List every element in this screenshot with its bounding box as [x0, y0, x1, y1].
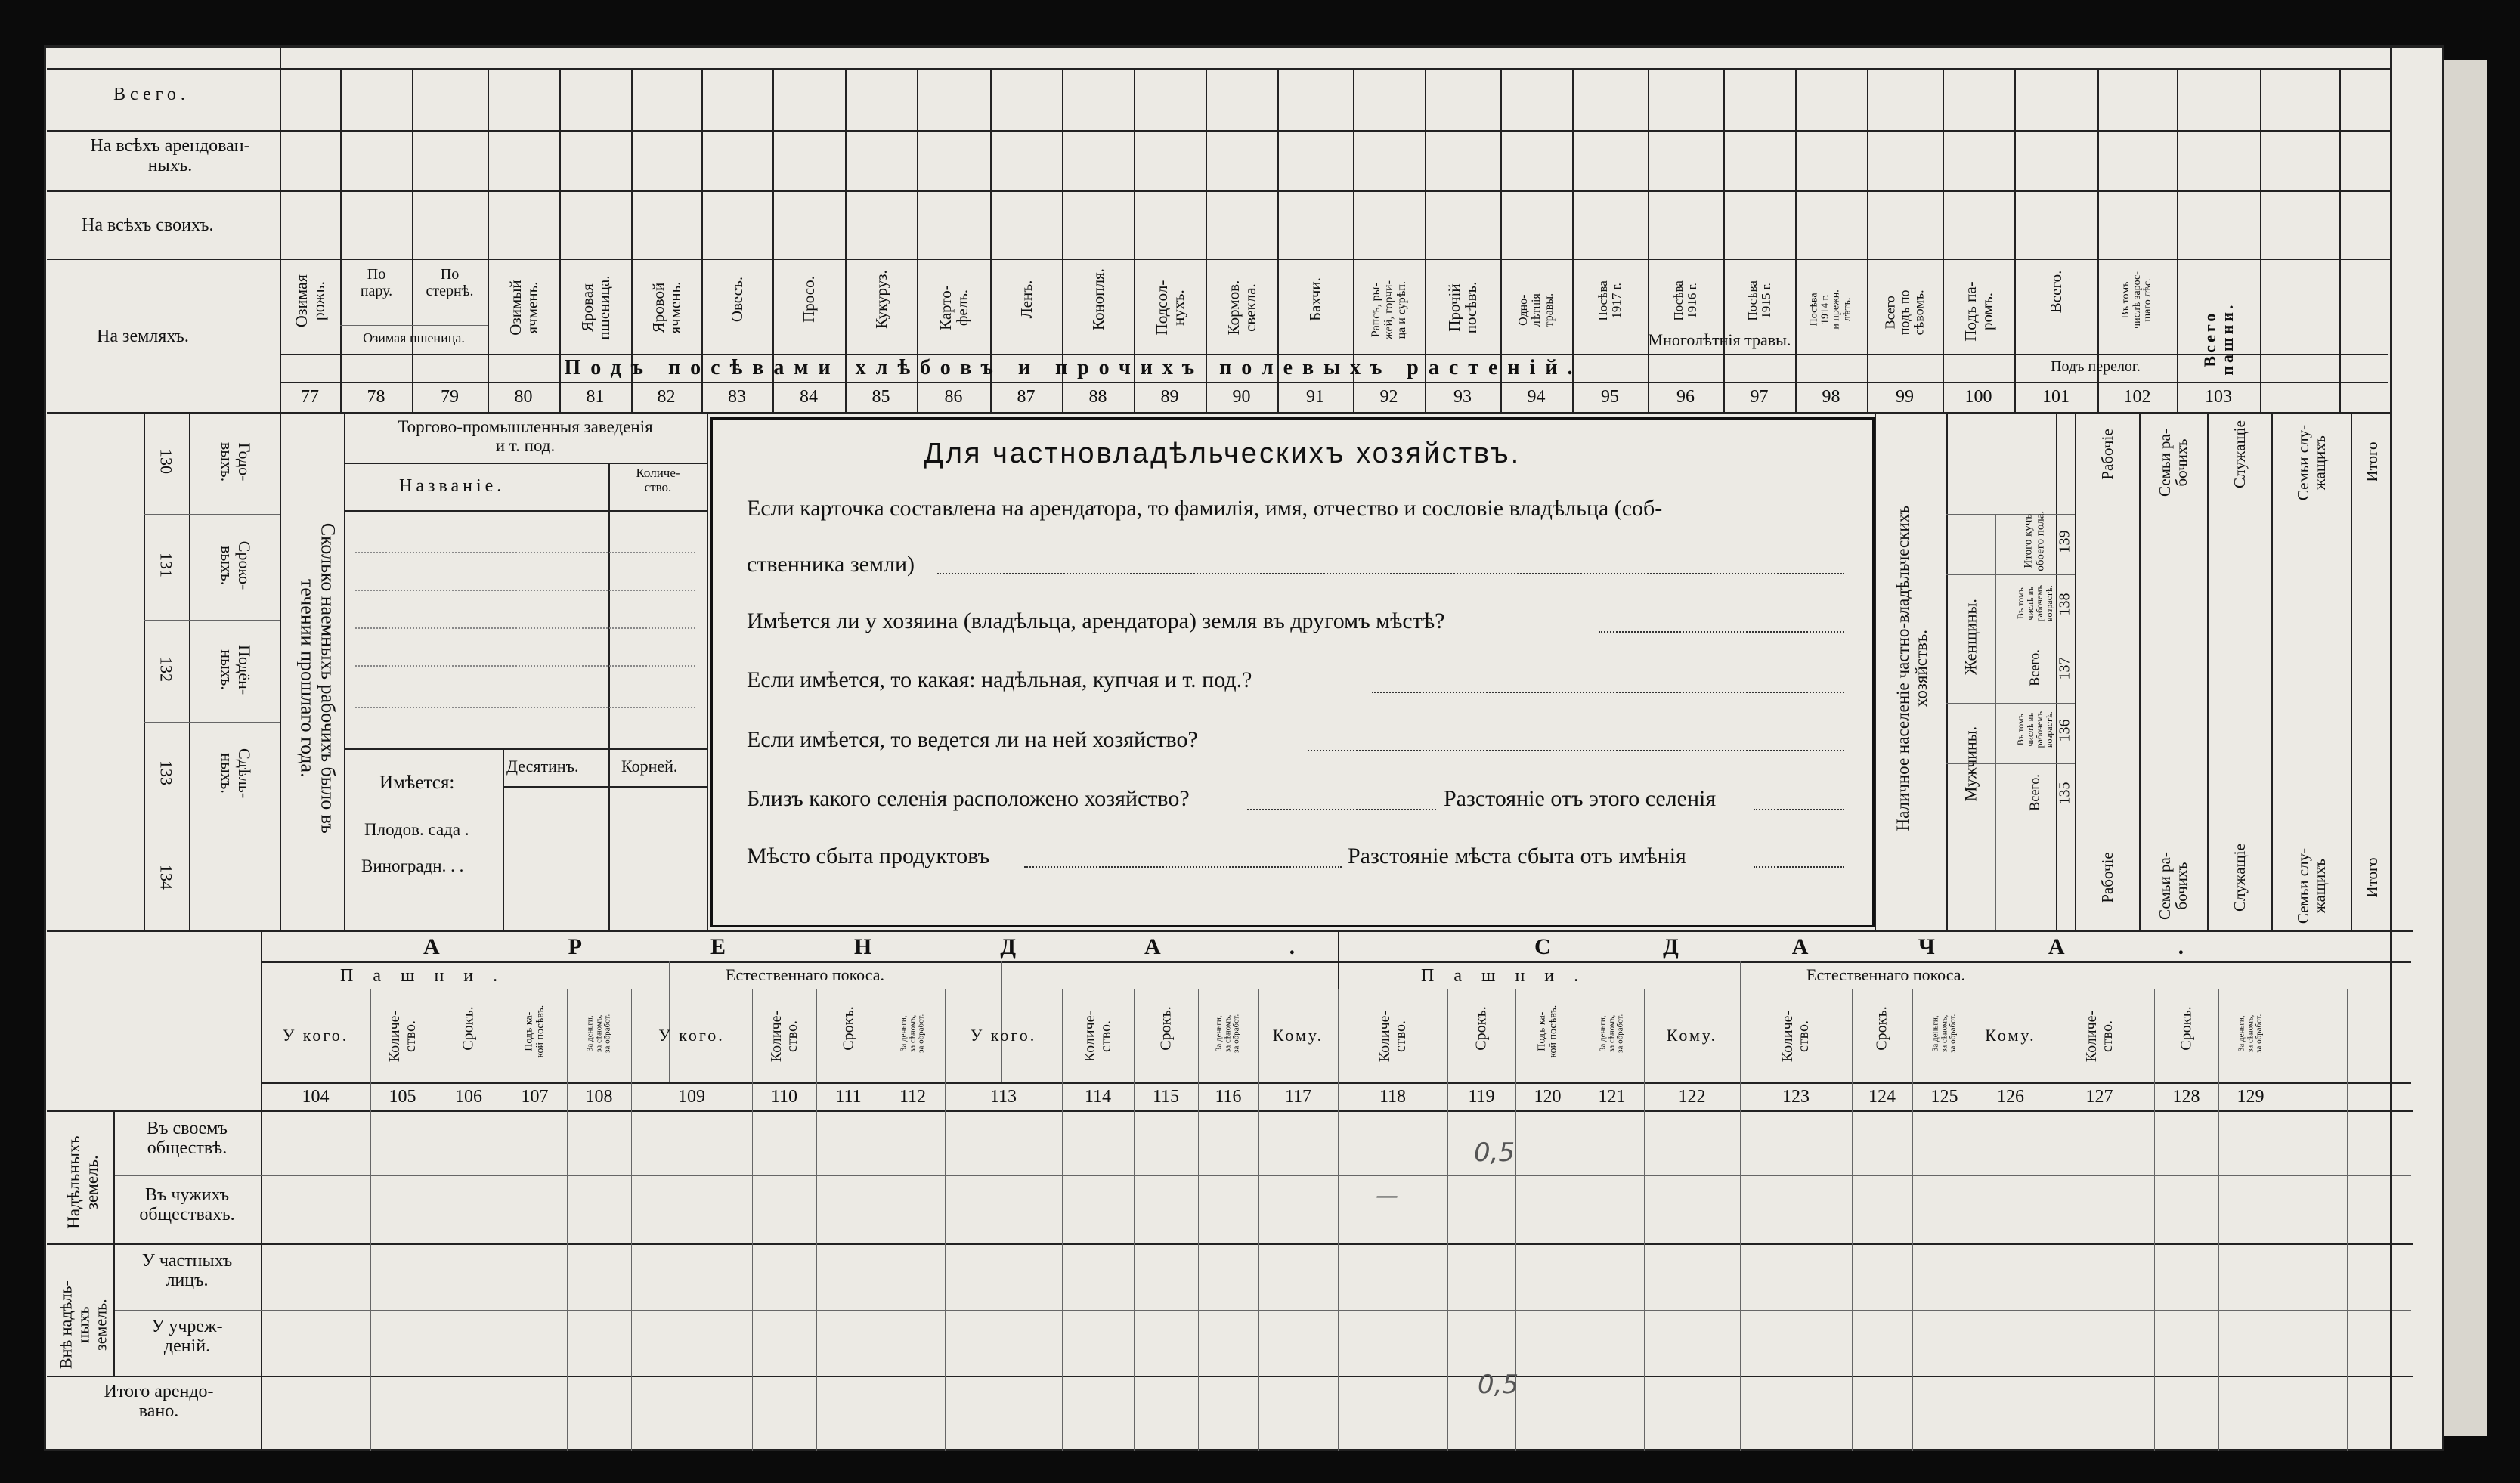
population-col-top-4: Итого	[2362, 441, 2381, 482]
row-own-society: Въ своемъ обществѣ.	[147, 1119, 228, 1159]
lease-header-to_whom: Кому.	[1666, 1026, 1718, 1045]
roots-header: Корней.	[621, 757, 678, 776]
crop-col-line	[1943, 68, 1944, 412]
population-col-top-1: Семьи ра- бочихъ	[2155, 429, 2190, 497]
col-crop-85: Кукуруз.	[871, 270, 890, 329]
row-total-leased: Итого арендо- вано.	[104, 1382, 214, 1422]
population-women-incl: Въ томъ числѣ въ рабочемъ возрастѣ.	[2014, 584, 2054, 621]
lease-col-line	[370, 989, 371, 1451]
lease-col-line	[1447, 989, 1448, 1451]
col-perennial-95: Посѣва 1917 г.	[1596, 280, 1624, 321]
row-label-total: Всего.	[113, 85, 190, 104]
population-col-bottom-2: Служащіе	[2230, 844, 2249, 912]
crop-col-line	[2260, 68, 2261, 412]
orchard-label: Плодов. сада .	[364, 820, 469, 839]
workers-num: 132	[156, 656, 176, 682]
lease-col-number: 107	[521, 1087, 549, 1107]
lease-header-crop: Подъ ка- кой посѣвъ.	[1535, 1005, 1559, 1058]
lease-header-from_whom: У кого.	[658, 1026, 725, 1045]
crop-col-number: 83	[728, 387, 746, 407]
row-private-persons: У частныхъ лицъ.	[141, 1251, 233, 1291]
crop-col-number: 99	[1896, 387, 1914, 407]
lease-col-number: 126	[1997, 1087, 2024, 1107]
lease-header-pay: За деньги, за сѣномъ, за обработ.	[2237, 1014, 2264, 1053]
workers-num: 134	[156, 864, 176, 890]
lease-col-number: 119	[1468, 1087, 1495, 1107]
lease-col-number: 104	[302, 1087, 330, 1107]
lease-header-qty: Количе- ство.	[1779, 1010, 1812, 1063]
workers-num: 131	[156, 553, 176, 578]
crop-col-number: 93	[1453, 387, 1472, 407]
lease-header-term: Срокъ.	[460, 1006, 477, 1051]
sdacha-pokos: Естественнаго покоса.	[1806, 965, 1966, 984]
lease-col-line	[1852, 989, 1853, 1451]
lease-col-line	[1062, 989, 1063, 1451]
col-perennial-97: Посѣва 1915 г.	[1744, 280, 1773, 321]
sdacha-heading: СДАЧА.	[1534, 934, 2298, 959]
row-institutions: У учреж- деній.	[151, 1317, 223, 1357]
trade-name-header: Названіе.	[399, 476, 506, 496]
population-num: 138	[2056, 593, 2073, 615]
population-num: 135	[2056, 782, 2073, 804]
lease-col-number: 113	[989, 1087, 1017, 1107]
sdacha-pashni: Пашни.	[1421, 966, 1599, 986]
crop-col-number: 79	[441, 387, 459, 407]
private-line-2: ственника земли)	[747, 552, 915, 577]
population-col-bottom-4: Итого	[2362, 857, 2381, 898]
crop-col-number: 77	[301, 387, 319, 407]
lease-col-number: 112	[899, 1087, 927, 1107]
population-num: 137	[2056, 657, 2073, 680]
lease-col-line	[1740, 989, 1741, 1451]
population-women-total: Всего.	[2026, 649, 2042, 686]
crop-band-title: Подъ посѣвами хлѣбовъ и прочихъ полевыхъ растеній.	[564, 356, 1583, 379]
col-by-fallow: По пару.	[360, 266, 393, 299]
col-perelog-label: Подъ перелог.	[2051, 358, 2141, 375]
crop-col-number: 88	[1088, 387, 1107, 407]
lease-header-qty: Количе- ство.	[767, 1010, 800, 1063]
col-crop-91: Бахчи.	[1305, 277, 1324, 321]
col-winter-rye: Озимая рожь.	[291, 274, 328, 328]
crop-col-number: 103	[2205, 387, 2232, 407]
col-total-sown: Всего подъ по сѣвомъ.	[1882, 289, 1927, 336]
col-crop-87: Ленъ.	[1017, 280, 1036, 319]
col-crop-90: Кормов. свекла.	[1224, 280, 1259, 336]
lease-header-qty: Количе- ство.	[385, 1010, 419, 1063]
col-winter-wheat: Озимая пшеница.	[363, 330, 465, 345]
lease-header-pay: За деньги, за сѣномъ, за обработ.	[1930, 1014, 1958, 1053]
trade-qty-header: Количе- ство.	[636, 466, 680, 494]
col-crop-82: Яровой ячмень.	[649, 281, 684, 334]
handwritten-note-1: 0,5	[1474, 1138, 1515, 1168]
arenda-pokos: Естественнаго покоса.	[726, 965, 885, 984]
col-crop-92: Рапсъ, ры- жей, горчи- ца и сурѣп.	[1369, 280, 1407, 340]
winter-wheat-divider	[340, 325, 488, 326]
crop-col-number: 86	[944, 387, 963, 407]
col-perennial-96: Посѣва 1916 г.	[1671, 280, 1699, 321]
col-perelog-total: Всего.	[2046, 270, 2065, 314]
col-fallow: Подъ па- ромъ.	[1961, 281, 1996, 342]
lease-header-to_whom: Кому.	[1272, 1026, 1324, 1045]
lease-col-number: 115	[1152, 1087, 1180, 1107]
vineyard-label: Виноградн. . .	[361, 856, 464, 875]
lease-col-line	[1198, 989, 1199, 1451]
crop-col-number: 100	[1964, 387, 1992, 407]
population-women: Женщины.	[1961, 599, 1980, 675]
crop-col-number: 101	[2042, 387, 2070, 407]
col-perennial-98: Посѣва 1914 г. и прежн. лѣтъ.	[1808, 289, 1853, 330]
lease-col-number: 110	[770, 1087, 798, 1107]
crop-col-number: 102	[2123, 387, 2151, 407]
lease-header-pay: За деньги, за сѣномъ, за обработ.	[1214, 1014, 1241, 1053]
lease-col-number: 123	[1782, 1087, 1810, 1107]
workers-col-0: Годо- выхъ.	[218, 441, 255, 481]
trade-title: Торгово-промышленныя заведенія и т. под.	[398, 417, 653, 456]
row-label-lands: На земляхъ.	[97, 327, 189, 346]
row-label-own: На всѣхъ своихъ.	[82, 215, 214, 235]
lease-col-line	[1912, 989, 1913, 1451]
col-crop-86: Карто- фель.	[936, 285, 971, 330]
lease-col-line	[1644, 989, 1645, 1451]
private-title: Для частновладѣльческихъ хозяйствъ.	[924, 438, 1522, 469]
arenda-pashni: Пашни.	[340, 966, 518, 986]
crop-col-number: 82	[657, 387, 676, 407]
col-crop-93: Прочій посѣвъ.	[1444, 281, 1480, 334]
trade-has-label: Имѣется:	[379, 772, 455, 793]
lease-col-line	[816, 989, 817, 1451]
population-col-top-0: Рабочіе	[2097, 429, 2116, 480]
crop-col-number: 89	[1160, 387, 1179, 407]
lease-header-from_whom: У кого.	[970, 1026, 1037, 1045]
lease-header-term: Срокъ.	[1157, 1006, 1174, 1051]
lease-col-number: 109	[678, 1087, 705, 1107]
lease-col-number: 121	[1598, 1087, 1626, 1107]
private-line-8: Мѣсто сбыта продуктовъ	[747, 844, 990, 868]
lease-col-line	[945, 989, 946, 1451]
lease-header-to_whom: Кому.	[1985, 1026, 2036, 1045]
crop-col-number: 92	[1379, 387, 1398, 407]
col-crop-88: Конопля.	[1088, 268, 1107, 330]
population-itogo-both: Итого кучъ обоего пола.	[2022, 510, 2046, 571]
col-crop-83: Овесъ.	[727, 276, 746, 323]
workers-side-label: Сколько наемныхъ рабочихъ было въ течении прошлаго года.	[296, 522, 339, 834]
lease-header-term: Срокъ.	[840, 1006, 856, 1051]
group-vne-nadel: Внѣ надѣль- ныхъ земель.	[56, 1280, 110, 1370]
lease-header-qty: Количе- ство.	[1081, 1010, 1114, 1063]
crop-col-number: 95	[1601, 387, 1619, 407]
col-crop-81: Яровая пшеница.	[577, 275, 613, 340]
crop-col-line	[2339, 68, 2341, 412]
lease-header-term: Срокъ.	[1472, 1006, 1490, 1051]
workers-num: 133	[156, 760, 176, 786]
crop-col-number: 98	[1822, 387, 1840, 407]
private-line-6: Близъ какого селенія расположено хозяйство?	[747, 786, 1190, 811]
crop-col-number: 97	[1750, 387, 1769, 407]
lease-col-number: 129	[2237, 1087, 2265, 1107]
private-line-3: Имѣется ли у хозяина (владѣльца, арендатора) земля въ другомъ мѣстѣ?	[747, 608, 1445, 633]
crop-col-line	[1867, 68, 1868, 412]
lease-col-line	[631, 989, 632, 1451]
lease-header-pay: За деньги, за сѣномъ, за обработ.	[1598, 1014, 1625, 1053]
population-col-bottom-3: Семьи слу- жащихъ	[2293, 847, 2329, 924]
lease-col-line	[2154, 989, 2155, 1451]
lease-col-line	[1134, 989, 1135, 1451]
crop-col-number: 87	[1017, 387, 1036, 407]
col-crop-89: Подсол- нухъ.	[1152, 280, 1187, 336]
lease-col-number: 122	[1678, 1087, 1706, 1107]
lease-col-number: 124	[1868, 1087, 1896, 1107]
lease-col-line	[2347, 989, 2348, 1451]
lease-col-line	[2218, 989, 2219, 1451]
col-perelog-incl: Въ томъ числѣ зарос- шаго лѣс.	[2119, 271, 2153, 329]
workers-num: 130	[156, 448, 176, 474]
lease-col-number: 106	[455, 1087, 482, 1107]
crop-col-number: 84	[800, 387, 818, 407]
population-men: Мужчины.	[1961, 726, 1980, 801]
lease-col-line	[752, 989, 753, 1451]
lease-col-number: 128	[2172, 1087, 2200, 1107]
col-perennial-label: Многолѣтнія травы.	[1648, 330, 1791, 349]
population-col-top-2: Служащіе	[2230, 420, 2249, 488]
lease-header-crop: Подъ ка- кой посѣвъ.	[522, 1005, 546, 1058]
workers-col-2: Подён- ныхъ.	[218, 644, 255, 695]
private-line-7: Разстояніе отъ этого селенія	[1444, 786, 1717, 811]
private-line-5: Если имѣется, то ведется ли на ней хозяйство?	[747, 727, 1198, 752]
private-line-1: Если карточка составлена на арендатора, то фамилія, имя, отчество и сословіе владѣльца (соб-	[747, 496, 1663, 521]
lease-col-number: 127	[2085, 1087, 2113, 1107]
lease-col-number: 111	[835, 1087, 862, 1107]
lease-col-line	[1258, 989, 1259, 1451]
lease-header-term: Срокъ.	[2178, 1006, 2194, 1051]
crop-col-number: 80	[514, 387, 533, 407]
col-by-stubble: По стернѣ.	[426, 266, 474, 299]
crop-col-line	[2177, 68, 2178, 412]
lease-col-number: 117	[1284, 1087, 1312, 1107]
handwritten-note-2: 0,5	[1478, 1370, 1519, 1400]
crop-col-number: 91	[1306, 387, 1324, 407]
crop-col-number: 90	[1232, 387, 1251, 407]
group-nadel: Надѣльныхъ земель.	[63, 1135, 101, 1229]
crop-col-number: 81	[586, 387, 605, 407]
row-label-leased: На всѣхъ арендован- ныхъ.	[90, 136, 250, 176]
lease-col-number: 118	[1379, 1087, 1407, 1107]
col-crop-84: Просо.	[799, 276, 818, 323]
population-col-bottom-0: Рабочіе	[2097, 852, 2116, 903]
population-side-label: Наличное населеніе частно-владѣльческихъ хозяйствъ.	[1893, 505, 1930, 831]
crop-col-number: 85	[871, 387, 890, 407]
workers-col-1: Сроко- выхъ.	[218, 540, 255, 590]
lease-col-number: 116	[1215, 1087, 1242, 1107]
lease-col-number: 125	[1930, 1087, 1958, 1107]
crop-col-number: 78	[367, 387, 385, 407]
row-other-societies: Въ чужихъ обществахъ.	[139, 1185, 235, 1225]
lease-col-line	[1338, 989, 1339, 1451]
lease-header-from_whom: У кого.	[282, 1026, 349, 1045]
lease-header-qty: Количе- ство.	[1376, 1010, 1409, 1063]
population-men-incl: Въ томъ числѣ въ рабочемъ возрастѣ.	[2014, 711, 2054, 748]
lease-col-number: 108	[585, 1087, 613, 1107]
col-crop-80: Озимый ячмень.	[506, 280, 541, 336]
lease-col-number: 120	[1534, 1087, 1562, 1107]
lease-col-line	[567, 989, 568, 1451]
crop-col-number: 94	[1527, 387, 1546, 407]
population-col-bottom-1: Семьи ра- бочихъ	[2155, 852, 2190, 920]
population-col-top-3: Семьи слу- жащихъ	[2293, 424, 2329, 501]
population-num: 139	[2056, 530, 2073, 553]
private-line-9: Разстояніе мѣста сбыта отъ имѣнія	[1348, 844, 1686, 868]
arenda-heading: АРЕНДА.	[423, 934, 1424, 959]
crop-col-number: 96	[1676, 387, 1695, 407]
handwritten-dash: —	[1376, 1183, 1398, 1209]
private-line-4: Если имѣется, то какая: надѣльная, купчая и т. под.?	[747, 667, 1252, 692]
lease-col-number: 114	[1084, 1087, 1112, 1107]
population-num: 136	[2056, 719, 2073, 742]
lease-header-pay: За деньги, за сѣномъ, за обработ.	[899, 1014, 926, 1053]
workers-col-3: Сдѣль- ныхъ.	[218, 748, 255, 799]
desyatin-header: Десятинъ.	[506, 757, 579, 776]
col-crop-94: Одно- лѣтнія травы.	[1516, 293, 1555, 327]
col-total-arable: Всего пашни.	[2200, 302, 2237, 376]
population-men-total: Всего.	[2026, 773, 2042, 811]
lease-header-qty: Количе- ство.	[2082, 1010, 2116, 1063]
lease-header-term: Срокъ.	[1873, 1006, 1890, 1051]
lease-header-pay: За деньги, за сѣномъ, за обработ.	[585, 1014, 612, 1053]
lease-col-number: 105	[389, 1087, 416, 1107]
